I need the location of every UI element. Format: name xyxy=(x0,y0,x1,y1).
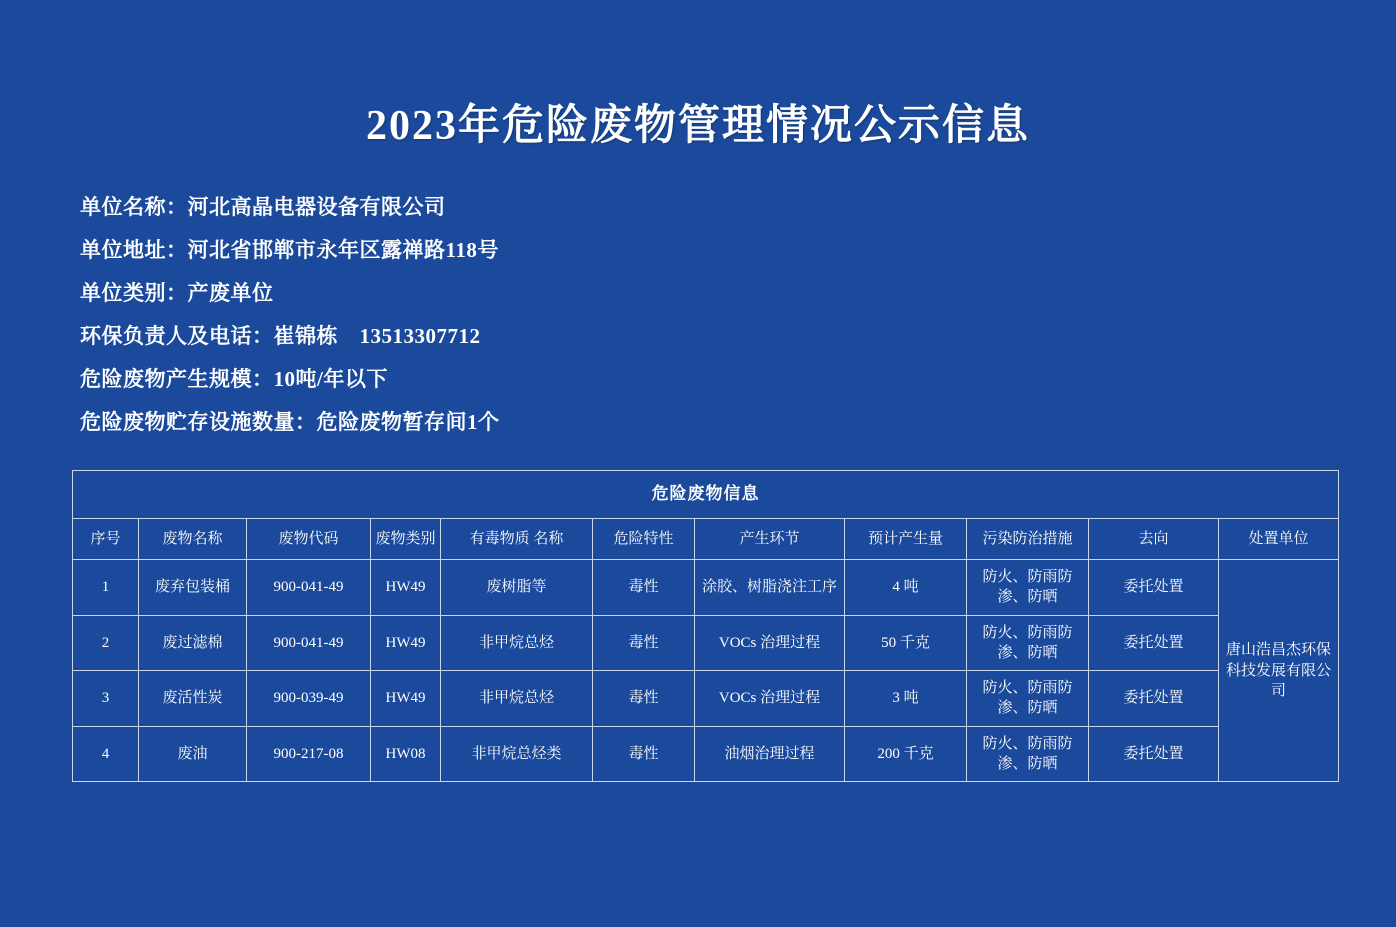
meta-label-contact: 环保负责人及电话： xyxy=(80,324,274,348)
cell-code: 900-217-08 xyxy=(247,726,371,782)
cell-hazard: 毒性 xyxy=(593,560,695,616)
cell-category: HW49 xyxy=(371,615,441,671)
meta-row-unit-address xyxy=(80,229,1324,272)
table-caption: 危险废物信息 xyxy=(73,471,1339,519)
cell-toxic: 非甲烷总烃 xyxy=(441,671,593,727)
cell-process: 涂胶、树脂浇注工序 xyxy=(695,560,845,616)
cell-no: 2 xyxy=(73,615,139,671)
cell-hazard: 毒性 xyxy=(593,726,695,782)
cell-no: 3 xyxy=(73,671,139,727)
meta-row-contact xyxy=(80,315,1324,358)
column-header-category: 废物类别 xyxy=(371,518,441,559)
cell-no: 1 xyxy=(73,560,139,616)
column-header-code: 废物代码 xyxy=(247,518,371,559)
table-row xyxy=(73,671,1339,727)
cell-process: 油烟治理过程 xyxy=(695,726,845,782)
meta-row-unit-name xyxy=(80,186,1324,229)
cell-code: 900-041-49 xyxy=(247,560,371,616)
meta-value-contact: 崔锦栋 13513307712 xyxy=(273,324,481,348)
meta-value-unit-category: 产废单位 xyxy=(187,281,274,305)
meta-value-storage: 危险废物暂存间1个 xyxy=(316,410,500,434)
cell-toxic: 非甲烷总烃类 xyxy=(441,726,593,782)
cell-category: HW49 xyxy=(371,560,441,616)
column-header-process: 产生环节 xyxy=(695,518,845,559)
hazardous-waste-table xyxy=(72,470,1339,782)
cell-toxic: 废树脂等 xyxy=(441,560,593,616)
cell-hazard: 毒性 xyxy=(593,671,695,727)
table-caption-row xyxy=(73,471,1339,519)
meta-label-scale: 危险废物产生规模： xyxy=(80,367,274,391)
column-header-amount: 预计产生量 xyxy=(845,518,967,559)
cell-hazard: 毒性 xyxy=(593,615,695,671)
cell-amount: 50 千克 xyxy=(845,615,967,671)
table-header-row xyxy=(73,518,1339,559)
cell-amount: 200 千克 xyxy=(845,726,967,782)
column-header-disposal-unit: 处置单位 xyxy=(1219,518,1339,559)
meta-label-storage: 危险废物贮存设施数量： xyxy=(80,410,317,434)
meta-label-unit-name: 单位名称： xyxy=(80,195,188,219)
column-header-control: 污染防治措施 xyxy=(967,518,1089,559)
cell-destination: 委托处置 xyxy=(1089,615,1219,671)
meta-value-unit-name: 河北高晶电器设备有限公司 xyxy=(187,195,446,219)
cell-name: 废活性炭 xyxy=(139,671,247,727)
meta-label-unit-category: 单位类别： xyxy=(80,281,188,305)
cell-control: 防火、防雨防渗、防晒 xyxy=(967,726,1089,782)
column-header-no: 序号 xyxy=(73,518,139,559)
cell-control: 防火、防雨防渗、防晒 xyxy=(967,615,1089,671)
cell-control: 防火、防雨防渗、防晒 xyxy=(967,671,1089,727)
cell-destination: 委托处置 xyxy=(1089,671,1219,727)
meta-label-unit-address: 单位地址： xyxy=(80,238,188,262)
meta-row-storage xyxy=(80,401,1324,444)
cell-no: 4 xyxy=(73,726,139,782)
cell-code: 900-039-49 xyxy=(247,671,371,727)
cell-name: 废油 xyxy=(139,726,247,782)
document-meta-list xyxy=(80,186,1324,444)
table-row xyxy=(73,560,1339,616)
cell-category: HW08 xyxy=(371,726,441,782)
cell-category: HW49 xyxy=(371,671,441,727)
cell-destination: 委托处置 xyxy=(1089,726,1219,782)
meta-value-unit-address: 河北省邯郸市永年区露禅路118号 xyxy=(187,238,499,262)
cell-disposal-unit: 唐山浩昌杰环保科技发展有限公司 xyxy=(1219,560,1339,782)
column-header-destination: 去向 xyxy=(1089,518,1219,559)
page-title: 2023年危险废物管理情况公示信息 xyxy=(365,103,1030,149)
column-header-name: 废物名称 xyxy=(139,518,247,559)
meta-value-scale: 10吨/年以下 xyxy=(273,367,388,391)
meta-row-unit-category xyxy=(80,272,1324,315)
column-header-toxic: 有毒物质 名称 xyxy=(441,518,593,559)
cell-process: VOCs 治理过程 xyxy=(695,671,845,727)
meta-row-scale xyxy=(80,358,1324,401)
cell-code: 900-041-49 xyxy=(247,615,371,671)
column-header-hazard: 危险特性 xyxy=(593,518,695,559)
cell-amount: 4 吨 xyxy=(845,560,967,616)
cell-amount: 3 吨 xyxy=(845,671,967,727)
cell-toxic: 非甲烷总烃 xyxy=(441,615,593,671)
cell-name: 废弃包装桶 xyxy=(139,560,247,616)
table-row xyxy=(73,726,1339,782)
table-row xyxy=(73,615,1339,671)
cell-name: 废过滤棉 xyxy=(139,615,247,671)
cell-process: VOCs 治理过程 xyxy=(695,615,845,671)
cell-control: 防火、防雨防渗、防晒 xyxy=(967,560,1089,616)
cell-destination: 委托处置 xyxy=(1089,560,1219,616)
